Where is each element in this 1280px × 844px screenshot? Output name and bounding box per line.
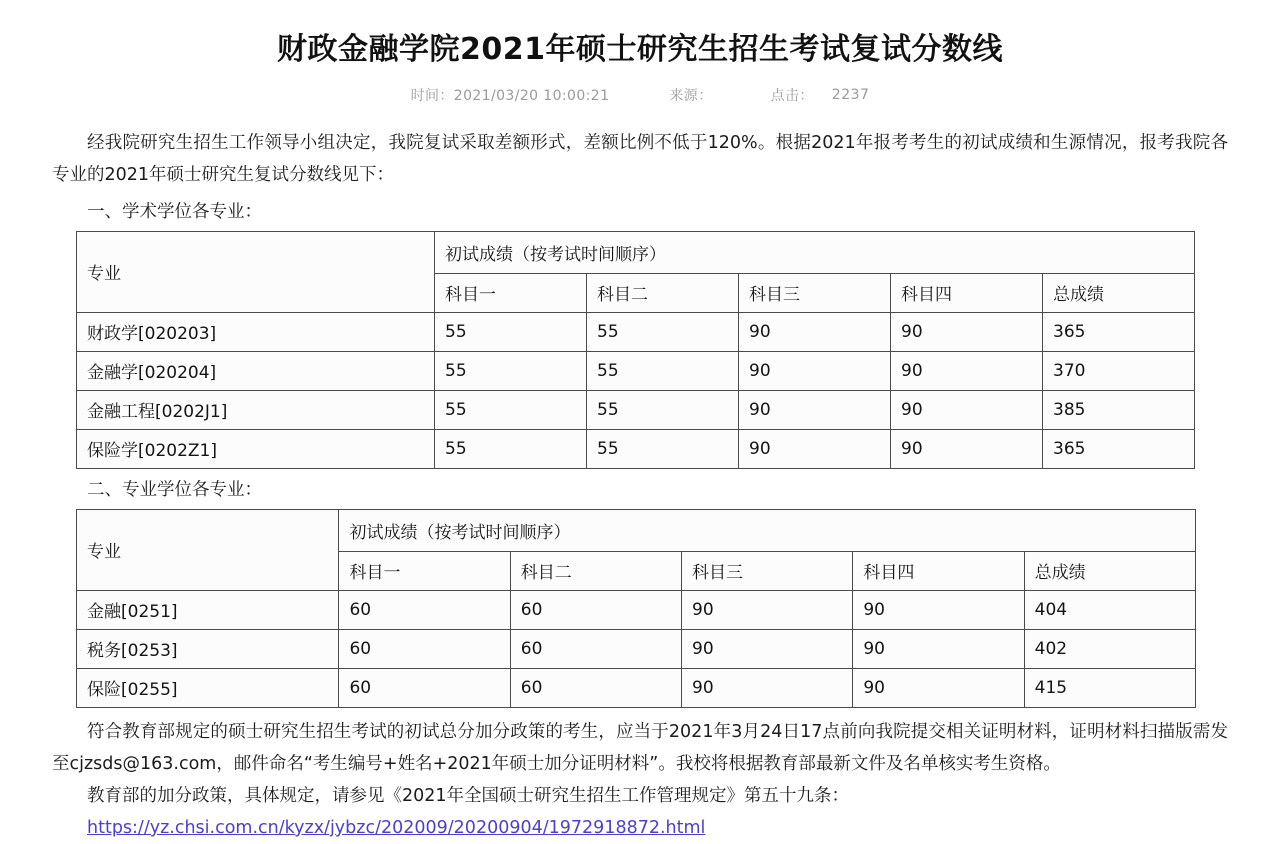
cell-score-3: 90 xyxy=(739,352,891,391)
cell-score-2: 55 xyxy=(587,352,739,391)
cell-score-3: 90 xyxy=(739,313,891,352)
column-header-subject-1: 科目一 xyxy=(339,552,510,591)
table-row xyxy=(77,313,1195,352)
cell-score-1: 60 xyxy=(339,591,510,630)
cell-score-1: 55 xyxy=(435,313,587,352)
column-header-major: 专业 xyxy=(77,232,435,313)
column-header-subject-3: 科目三 xyxy=(739,274,891,313)
footer-paragraph-2: 教育部的加分政策，具体规定，请参见《2021年全国硕士研究生招生工作管理规定》第五十九条： xyxy=(87,786,850,806)
cell-score-4: 90 xyxy=(891,430,1043,469)
table-row xyxy=(77,352,1195,391)
article-body xyxy=(0,127,1280,708)
cell-major: 税务[0253] xyxy=(77,630,339,669)
cell-score-3: 90 xyxy=(682,630,853,669)
cell-major: 保险[0255] xyxy=(77,669,339,708)
policy-link-line xyxy=(52,812,1228,844)
column-header-total: 总成绩 xyxy=(1043,274,1195,313)
publish-time-label: 时间： xyxy=(410,88,454,104)
column-header-subject-4: 科目四 xyxy=(853,552,1024,591)
section-heading-professional: 二、专业学位各专业： xyxy=(87,480,262,500)
cell-score-2: 55 xyxy=(587,391,739,430)
column-header-subject-1: 科目一 xyxy=(435,274,587,313)
cell-score-4: 90 xyxy=(853,630,1024,669)
article-source xyxy=(669,85,712,105)
column-header-subject-2: 科目二 xyxy=(587,274,739,313)
cell-total: 402 xyxy=(1024,630,1195,669)
cell-score-4: 90 xyxy=(853,669,1024,708)
cell-score-1: 55 xyxy=(435,352,587,391)
cell-score-2: 55 xyxy=(587,430,739,469)
intro-paragraph: 经我院研究生招生工作领导小组决定，我院复试采取差额形式，差额比例不低于120%。根据2021年报考考生的初试成绩和生源情况，报考我院各专业的2021年硕士研究生复试分数线见下： xyxy=(52,133,1228,185)
column-header-subject-4: 科目四 xyxy=(891,274,1043,313)
cell-score-1: 55 xyxy=(435,430,587,469)
column-header-subject-2: 科目二 xyxy=(510,552,681,591)
article-footer xyxy=(0,716,1280,844)
cell-major: 金融工程[0202J1] xyxy=(77,391,435,430)
column-header-group: 初试成绩（按考试时间顺序） xyxy=(339,510,1196,552)
table-row xyxy=(77,669,1196,708)
column-header-total: 总成绩 xyxy=(1024,552,1195,591)
cell-major: 财政学[020203] xyxy=(77,313,435,352)
column-header-major: 专业 xyxy=(77,510,339,591)
table-row xyxy=(77,430,1195,469)
table-header-row-group xyxy=(77,510,1196,552)
footer-paragraph-1: 符合教育部规定的硕士研究生招生考试的初试总分加分政策的考生，应当于2021年3月24日17点前向我院提交相关证明材料，证明材料扫描版需发至cjzsds@163.com，邮件命名“考生编号+姓名+2021年硕士加分证明材料”。我校将根据教育部最新文件及名单核实考生资格。 xyxy=(52,722,1228,774)
cell-score-1: 60 xyxy=(339,669,510,708)
table-row xyxy=(77,391,1195,430)
section-heading-academic: 一、学术学位各专业： xyxy=(87,202,262,222)
hit-count-label: 点击： xyxy=(770,88,814,104)
cell-total: 365 xyxy=(1043,313,1195,352)
cell-score-3: 90 xyxy=(739,430,891,469)
cell-score-3: 90 xyxy=(739,391,891,430)
publish-time xyxy=(411,85,610,105)
cell-major: 金融[0251] xyxy=(77,591,339,630)
cell-score-1: 55 xyxy=(435,391,587,430)
column-header-group: 初试成绩（按考试时间顺序） xyxy=(435,232,1195,274)
cell-total: 415 xyxy=(1024,669,1195,708)
cell-major: 保险学[0202Z1] xyxy=(77,430,435,469)
score-table-academic xyxy=(76,231,1195,469)
score-table-professional xyxy=(76,509,1196,708)
publish-time-value: 2021/03/20 10:00:21 xyxy=(453,88,610,104)
cell-score-2: 60 xyxy=(510,669,681,708)
cell-score-3: 90 xyxy=(682,669,853,708)
cell-score-1: 60 xyxy=(339,630,510,669)
cell-score-4: 90 xyxy=(853,591,1024,630)
policy-link[interactable]: https://yz.chsi.com.cn/kyzx/jybzc/202009/20200904/1972918872.html xyxy=(87,818,706,838)
cell-score-2: 55 xyxy=(587,313,739,352)
cell-total: 365 xyxy=(1043,430,1195,469)
article-meta xyxy=(0,85,1280,105)
table-row xyxy=(77,591,1196,630)
hit-count-value: 2237 xyxy=(831,87,870,103)
cell-major: 金融学[020204] xyxy=(77,352,435,391)
cell-score-4: 90 xyxy=(891,391,1043,430)
cell-total: 385 xyxy=(1043,391,1195,430)
cell-total: 404 xyxy=(1024,591,1195,630)
cell-score-3: 90 xyxy=(682,591,853,630)
article-source-label: 来源： xyxy=(669,88,713,104)
cell-score-2: 60 xyxy=(510,591,681,630)
page-title: 财政金融学院2021年硕士研究生招生考试复试分数线 xyxy=(277,32,1003,67)
column-header-subject-3: 科目三 xyxy=(682,552,853,591)
cell-score-4: 90 xyxy=(891,352,1043,391)
table-header-row-group xyxy=(77,232,1195,274)
table-row xyxy=(77,630,1196,669)
cell-score-4: 90 xyxy=(891,313,1043,352)
cell-score-2: 60 xyxy=(510,630,681,669)
cell-total: 370 xyxy=(1043,352,1195,391)
